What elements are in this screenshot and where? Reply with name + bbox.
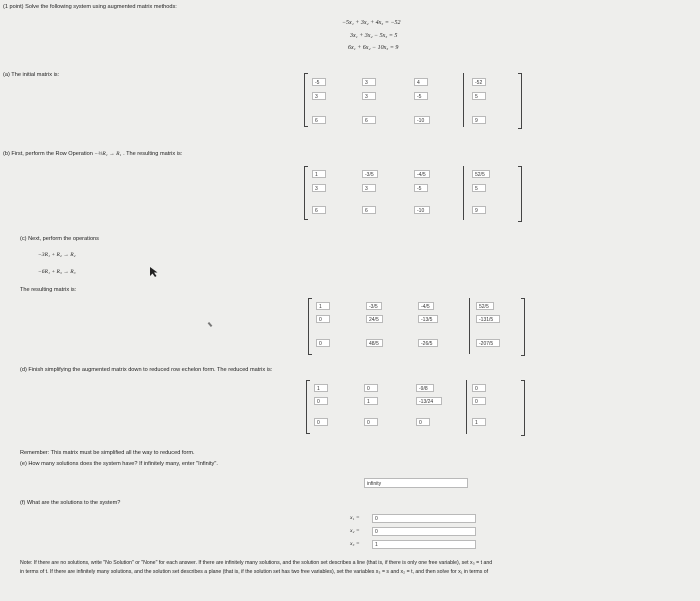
- matrix-d-cell[interactable]: 1: [472, 418, 486, 426]
- x1-input[interactable]: 0: [372, 514, 476, 523]
- matrix-b-cell[interactable]: 1: [312, 170, 326, 178]
- matrix-d-cell[interactable]: 0: [314, 418, 328, 426]
- matrix-b-cell[interactable]: 3: [362, 184, 376, 192]
- cursor-icon: [149, 266, 159, 278]
- matrix-a-divider: [463, 73, 464, 127]
- matrix-a-cell[interactable]: -52: [472, 78, 486, 86]
- matrix-d-cell[interactable]: -9/8: [416, 384, 434, 392]
- note-line-1: Note: If there are no solutions, write "No Solution" or "None" for each answer. If there are infinitely many solutions, and the solution set describes a line (that is, if there is only one free variable), set x₃ = t and: [20, 560, 493, 566]
- matrix-c-cell[interactable]: 0: [316, 315, 330, 323]
- matrix-b-cell[interactable]: 5: [472, 184, 486, 192]
- part-c-label: (c) Next, perform the operations: [20, 236, 99, 242]
- matrix-c-cell[interactable]: -3/5: [366, 302, 382, 310]
- part-f-label: (f) What are the solutions to the system?: [20, 500, 121, 506]
- matrix-b-right-bracket: [518, 166, 522, 222]
- matrix-d-cell[interactable]: 1: [314, 384, 328, 392]
- x2-input[interactable]: 0: [372, 527, 476, 536]
- matrix-b-cell[interactable]: -3/5: [362, 170, 378, 178]
- matrix-b-cell[interactable]: 6: [362, 206, 376, 214]
- matrix-a-cell[interactable]: 4: [414, 78, 428, 86]
- matrix-b-left-bracket: [304, 166, 308, 220]
- matrix-a-cell[interactable]: -5: [312, 78, 326, 86]
- matrix-a-right-bracket: [518, 73, 522, 129]
- part-d-label: (d) Finish simplifying the augmented matrix down to reduced row echelon form. The reduced matrix is:: [20, 367, 273, 373]
- matrix-c-cell[interactable]: 24/5: [366, 315, 383, 323]
- matrix-a-left-bracket: [304, 73, 308, 127]
- row-operation: −⅓R₁ → R₁: [94, 151, 122, 157]
- matrix-a-cell[interactable]: 6: [312, 116, 326, 124]
- matrix-a-cell[interactable]: 3: [312, 92, 326, 100]
- matrix-c-cell[interactable]: 0: [316, 339, 330, 347]
- row-operation-2: −6R₁ + R₃ → R₃: [38, 269, 76, 275]
- x1-label: x₁ =: [350, 515, 360, 521]
- part-b-label-post: . The resulting matrix is:: [123, 151, 183, 157]
- row-operation-1: −3R₁ + R₂ → R₂: [38, 252, 76, 258]
- x2-label: x₂ =: [350, 528, 360, 534]
- matrix-d-cell[interactable]: 0: [314, 397, 328, 405]
- matrix-d-divider: [466, 380, 467, 434]
- matrix-c-cell[interactable]: -13/5: [418, 315, 438, 323]
- stray-mark: [208, 322, 213, 327]
- matrix-b-cell[interactable]: -5: [414, 184, 428, 192]
- matrix-c-cell[interactable]: -4/5: [418, 302, 434, 310]
- instruction-text: Solve the following system using augmented matrix methods:: [25, 4, 177, 10]
- matrix-b-cell[interactable]: 9: [472, 206, 486, 214]
- matrix-d-cell[interactable]: 0: [364, 384, 378, 392]
- matrix-b-divider: [463, 166, 464, 220]
- matrix-d-left-bracket: [306, 380, 310, 434]
- note-line-2: in terms of t. If there are infinitely many solutions, and the solution set describes a plane (that is, if the solution set has two free variables), set the variables x₃ = s and x₂ = t, and then solve for x₁ in terms of: [20, 569, 489, 575]
- part-e-label: (e) How many solutions does the system have? If infinitely many, enter "Infinity".: [20, 461, 218, 467]
- matrix-a-cell[interactable]: 5: [472, 92, 486, 100]
- equation-1: −5x₁ + 3x₂ + 4x₃ = −52: [342, 20, 401, 26]
- matrix-c-right-bracket: [521, 298, 525, 356]
- x3-input[interactable]: 1: [372, 540, 476, 549]
- matrix-c-cell[interactable]: -26/5: [418, 339, 438, 347]
- matrix-c-cell[interactable]: 52/5: [476, 302, 494, 310]
- matrix-c-cell[interactable]: -131/5: [476, 315, 500, 323]
- matrix-d-cell[interactable]: -13/24: [416, 397, 442, 405]
- matrix-b-cell[interactable]: -10: [414, 206, 430, 214]
- matrix-b-cell[interactable]: 6: [312, 206, 326, 214]
- remember-note: Remember: This matrix must be simplified all the way to reduced form.: [20, 450, 195, 456]
- matrix-c-divider: [469, 298, 470, 354]
- matrix-b-cell[interactable]: -4/5: [414, 170, 430, 178]
- matrix-c-cell[interactable]: -207/5: [476, 339, 500, 347]
- matrix-d-cell[interactable]: 0: [472, 397, 486, 405]
- matrix-c-left-bracket: [308, 298, 312, 355]
- problem-header: [3, 4, 177, 10]
- matrix-d-cell[interactable]: 0: [364, 418, 378, 426]
- equation-2: 3x₁ + 3x₂ − 5x₃ = 5: [350, 33, 398, 39]
- matrix-a-cell[interactable]: 6: [362, 116, 376, 124]
- matrix-d-right-bracket: [521, 380, 525, 436]
- matrix-a-cell[interactable]: 9: [472, 116, 486, 124]
- equation-3: 6x₁ + 6x₂ − 10x₃ = 9: [348, 45, 399, 51]
- matrix-d-cell[interactable]: 0: [472, 384, 486, 392]
- matrix-c-cell[interactable]: 1: [316, 302, 330, 310]
- x3-label: x₃ =: [350, 541, 360, 547]
- matrix-a-cell[interactable]: 3: [362, 92, 376, 100]
- matrix-a-cell[interactable]: -5: [414, 92, 428, 100]
- matrix-d-cell[interactable]: 1: [364, 397, 378, 405]
- part-a-label: (a) The initial matrix is:: [3, 72, 60, 78]
- matrix-c-cell[interactable]: 48/5: [366, 339, 383, 347]
- part-c-result-label: The resulting matrix is:: [20, 287, 77, 293]
- matrix-b-cell[interactable]: 52/5: [472, 170, 490, 178]
- matrix-d-cell[interactable]: 0: [416, 418, 430, 426]
- matrix-b-cell[interactable]: 3: [312, 184, 326, 192]
- solutions-count-input[interactable]: infinity: [364, 478, 468, 488]
- part-b-label: [3, 151, 182, 157]
- part-b-label-pre: (b) First, perform the Row Operation: [3, 151, 93, 157]
- matrix-a-cell[interactable]: 3: [362, 78, 376, 86]
- matrix-a-cell[interactable]: -10: [414, 116, 430, 124]
- points-label: (1 point): [3, 4, 24, 10]
